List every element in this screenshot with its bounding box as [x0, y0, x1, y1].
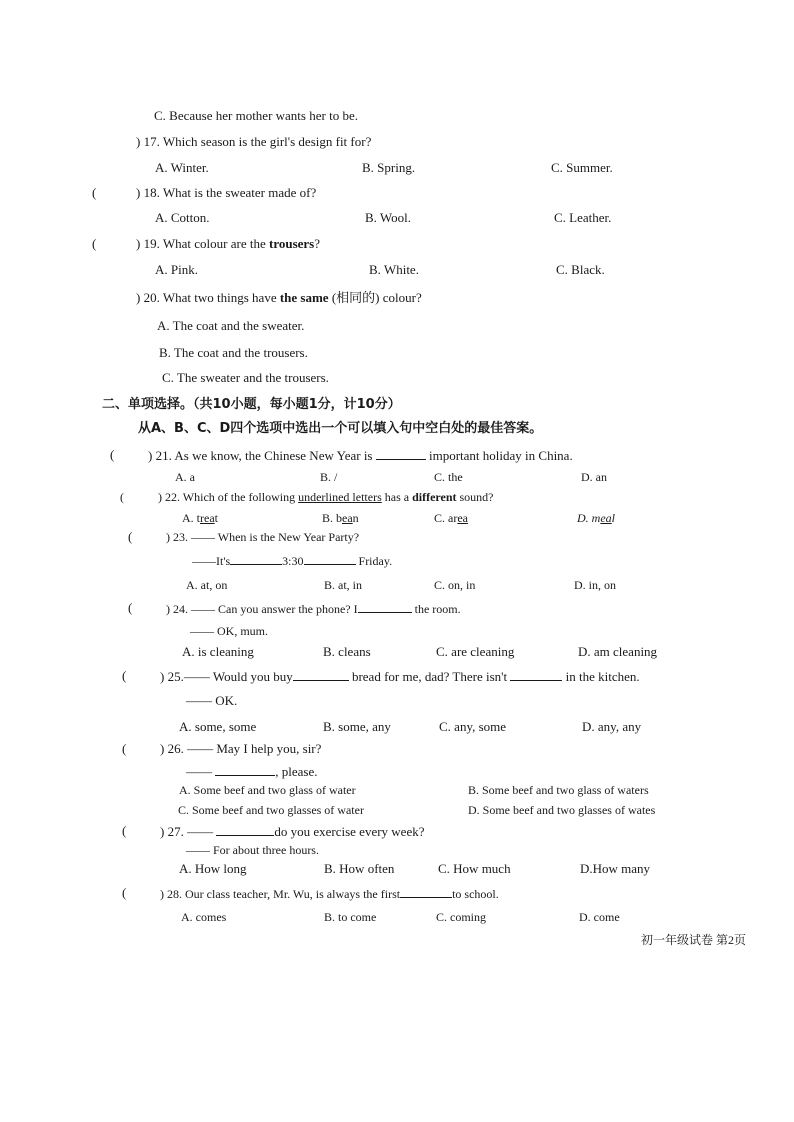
- q24-text-post: the room.: [414, 602, 461, 616]
- q20-option-b[interactable]: B. The coat and the trousers.: [159, 345, 308, 360]
- q27-stem: [160, 823, 425, 840]
- q28-text-pre: Our class teacher, Mr. Wu, is always the first: [185, 887, 401, 901]
- q22-option-d[interactable]: [577, 510, 615, 526]
- q22-number: 22.: [165, 490, 180, 504]
- q28-blank[interactable]: [400, 885, 452, 898]
- q27-number: 27.: [167, 824, 184, 839]
- q26-option-a[interactable]: A. Some beef and two glass of water: [179, 783, 356, 797]
- q19-option-b[interactable]: B. White.: [369, 262, 419, 277]
- q24-number: 24.: [173, 602, 188, 616]
- q22-d-underlined: ea: [600, 511, 612, 525]
- q28-text-post: to school.: [452, 887, 499, 901]
- q28-option-b[interactable]: B. to come: [324, 910, 377, 924]
- q26-number: 26.: [167, 741, 184, 756]
- q21-text-pre: As we know, the Chinese New Year is: [174, 448, 373, 463]
- q22-b-underlined: ea: [342, 511, 353, 525]
- q23-option-b[interactable]: B. at, in: [324, 578, 362, 592]
- q25-text-post: in the kitchen.: [565, 669, 640, 684]
- q22-text-underlined: underlined letters: [298, 490, 382, 504]
- q22-option-b[interactable]: [322, 510, 359, 526]
- q24-paren-open: (: [128, 600, 133, 615]
- q24-answer: —— OK, mum.: [190, 624, 268, 638]
- q17-number: 17.: [143, 134, 160, 149]
- q25-option-a[interactable]: A. some, some: [179, 719, 257, 734]
- q28-paren-open: (: [122, 885, 127, 900]
- q26-stem: [160, 741, 321, 757]
- q22-b-post: n: [352, 511, 359, 525]
- q25-blank-1[interactable]: [293, 668, 349, 681]
- q25-paren-close: ): [160, 669, 165, 684]
- q23-option-a[interactable]: A. at, on: [186, 578, 228, 592]
- q25-option-b[interactable]: B. some, any: [323, 719, 391, 734]
- q20-paren-close: ): [136, 290, 141, 305]
- q24-option-a[interactable]: A. is cleaning: [182, 644, 254, 659]
- q26-option-d[interactable]: D. Some beef and two glasses of wates: [468, 803, 656, 817]
- q27-option-c[interactable]: C. How much: [438, 861, 511, 876]
- q23-blank-1[interactable]: [230, 552, 282, 565]
- q27-answer: —— For about three hours.: [186, 843, 319, 857]
- q19-number: 19.: [143, 236, 160, 251]
- q21-option-c[interactable]: C. the: [434, 470, 463, 484]
- section-2-instruction: 从A、B、C、D四个选项中选出一个可以填入句中空白处的最佳答案。: [138, 421, 543, 436]
- q22-stem: [158, 489, 494, 505]
- q22-a-pre: A. t: [182, 511, 200, 525]
- q21-option-b[interactable]: B. /: [320, 470, 338, 484]
- q28-number: 28.: [167, 887, 182, 901]
- q21-stem: [148, 447, 573, 464]
- q18-option-b[interactable]: B. Wool.: [365, 210, 412, 225]
- q23-blank-2[interactable]: [304, 552, 356, 565]
- q28-paren-close: ): [160, 887, 164, 901]
- q23-answer-post: Friday.: [358, 554, 393, 568]
- q27-option-d[interactable]: D.How many: [580, 861, 651, 876]
- q17-stem: [136, 134, 371, 150]
- q27-paren-open: (: [122, 823, 127, 838]
- q22-paren-open: (: [120, 490, 124, 504]
- q17-option-a[interactable]: A. Winter.: [155, 160, 209, 175]
- q19-stem: [136, 236, 320, 252]
- q22-c-underlined: ea: [457, 511, 468, 525]
- q19-paren-close: ): [136, 236, 141, 251]
- q18-number: 18.: [143, 185, 160, 200]
- q22-d-post: l: [611, 511, 616, 525]
- q24-text-pre: —— Can you answer the phone? I: [191, 602, 358, 616]
- q16-option-c: C. Because her mother wants her to be.: [154, 108, 358, 123]
- q20-stem: [136, 290, 422, 306]
- q24-stem: [166, 600, 461, 617]
- q21-option-a[interactable]: A. a: [175, 470, 195, 484]
- q20-option-c[interactable]: C. The sweater and the trousers.: [162, 370, 329, 385]
- q20-option-a[interactable]: A. The coat and the sweater.: [157, 318, 305, 333]
- q22-a-underlined: rea: [200, 511, 215, 525]
- q17-paren-close: ): [136, 134, 141, 149]
- q18-stem: [136, 185, 316, 201]
- q25-answer: —— OK.: [186, 693, 238, 708]
- q26-paren-close: ): [160, 741, 165, 756]
- q27-text-pre: ——: [187, 824, 214, 839]
- q17-option-c[interactable]: C. Summer.: [551, 160, 613, 175]
- q24-paren-close: ): [166, 602, 170, 616]
- q28-option-c[interactable]: C. coming: [436, 910, 486, 924]
- q23-number: 23.: [173, 530, 188, 544]
- q20-text-bold: the same: [279, 290, 329, 305]
- q19-paren-open: (: [92, 236, 97, 251]
- q20-text-post: (相同的) colour?: [328, 290, 422, 305]
- q18-text: What is the sweater made of?: [162, 185, 317, 200]
- q21-paren-close: ): [148, 448, 153, 463]
- section-2-title: 二、单项选择。（共10小题，每小题1分，计10分）: [102, 397, 401, 412]
- q21-paren-open: (: [110, 447, 115, 462]
- q26-answer-pre: ——: [186, 764, 212, 779]
- q24-blank[interactable]: [358, 600, 412, 613]
- q22-a-post: t: [214, 511, 218, 525]
- q26-answer: [186, 763, 317, 780]
- q22-c-pre: C. ar: [434, 511, 458, 525]
- q23-option-d[interactable]: D. in, on: [574, 578, 616, 592]
- q22-b-pre: B. b: [322, 511, 343, 525]
- q25-option-c[interactable]: C. any, some: [439, 719, 507, 734]
- q22-paren-close: ): [158, 490, 162, 504]
- q18-option-c[interactable]: C. Leather.: [554, 210, 612, 225]
- q21-text-post: important holiday in China.: [429, 448, 573, 463]
- q27-option-a[interactable]: A. How long: [179, 861, 247, 876]
- q19-text-post: ?: [314, 236, 321, 251]
- q24-option-d[interactable]: D. am cleaning: [578, 644, 658, 659]
- q21-number: 21.: [155, 448, 172, 463]
- q19-option-c[interactable]: C. Black.: [556, 262, 605, 277]
- q26-paren-open: (: [122, 741, 127, 756]
- q19-option-a[interactable]: A. Pink.: [155, 262, 198, 277]
- q22-text-mid: has a: [381, 490, 413, 504]
- q23-answer-pre: ——It's: [192, 554, 231, 568]
- q26-answer-post: , please.: [275, 764, 318, 779]
- q25-option-d[interactable]: D. any, any: [582, 719, 642, 734]
- q25-text-pre: —— Would you buy: [183, 669, 293, 684]
- q19-text-bold: trousers: [268, 236, 315, 251]
- q23-stem: [166, 529, 359, 545]
- q17-option-b[interactable]: B. Spring.: [362, 160, 416, 175]
- q27-paren-close: ): [160, 824, 165, 839]
- q26-option-c[interactable]: C. Some beef and two glasses of water: [178, 803, 364, 817]
- q22-text-post: sound?: [456, 490, 494, 504]
- q20-text-pre: What two things have: [162, 290, 280, 305]
- q22-text-pre: Which of the following: [182, 490, 299, 504]
- q24-option-c[interactable]: C. are cleaning: [436, 644, 515, 659]
- q23-paren-close: ): [166, 530, 170, 544]
- q28-option-a[interactable]: A. comes: [181, 910, 227, 924]
- q25-text-mid: bread for me, dad? There isn't: [351, 669, 508, 684]
- q27-option-b[interactable]: B. How often: [324, 861, 395, 876]
- q18-paren-close: ): [136, 185, 141, 200]
- q26-blank[interactable]: [215, 763, 275, 776]
- q20-number: 20.: [143, 290, 160, 305]
- q23-option-c[interactable]: C. on, in: [434, 578, 476, 592]
- q26-text: —— May I help you, sir?: [187, 741, 322, 756]
- q25-blank-2[interactable]: [510, 668, 562, 681]
- q23-paren-open: (: [128, 529, 133, 544]
- q22-d-pre: D. m: [577, 511, 601, 525]
- q21-option-d[interactable]: D. an: [581, 470, 607, 484]
- q26-option-b[interactable]: B. Some beef and two glass of waters: [468, 783, 649, 797]
- q18-option-a[interactable]: A. Cotton.: [155, 210, 210, 225]
- q22-text-bold: different: [412, 490, 457, 504]
- q21-blank[interactable]: [376, 447, 426, 460]
- q27-blank[interactable]: [216, 823, 274, 836]
- q25-paren-open: (: [122, 668, 127, 683]
- q22-option-a[interactable]: [182, 510, 218, 526]
- q23-text: —— When is the New Year Party?: [191, 530, 360, 544]
- q17-text: Which season is the girl's design fit for?: [162, 134, 372, 149]
- q27-text-post: do you exercise every week?: [274, 824, 425, 839]
- page-footer: 初一年级试卷 第2页: [641, 933, 747, 947]
- q25-number: 25.: [167, 669, 184, 684]
- q24-option-b[interactable]: B. cleans: [323, 644, 371, 659]
- q23-answer: [192, 552, 392, 569]
- q23-answer-mid: 3:30: [282, 554, 304, 568]
- q28-stem: [160, 885, 499, 902]
- q18-paren-open: (: [92, 185, 97, 200]
- q28-option-d[interactable]: D. come: [579, 910, 620, 924]
- q25-stem: [160, 668, 640, 685]
- q19-text-pre: What colour are the: [162, 236, 269, 251]
- q22-option-c[interactable]: [434, 510, 468, 526]
